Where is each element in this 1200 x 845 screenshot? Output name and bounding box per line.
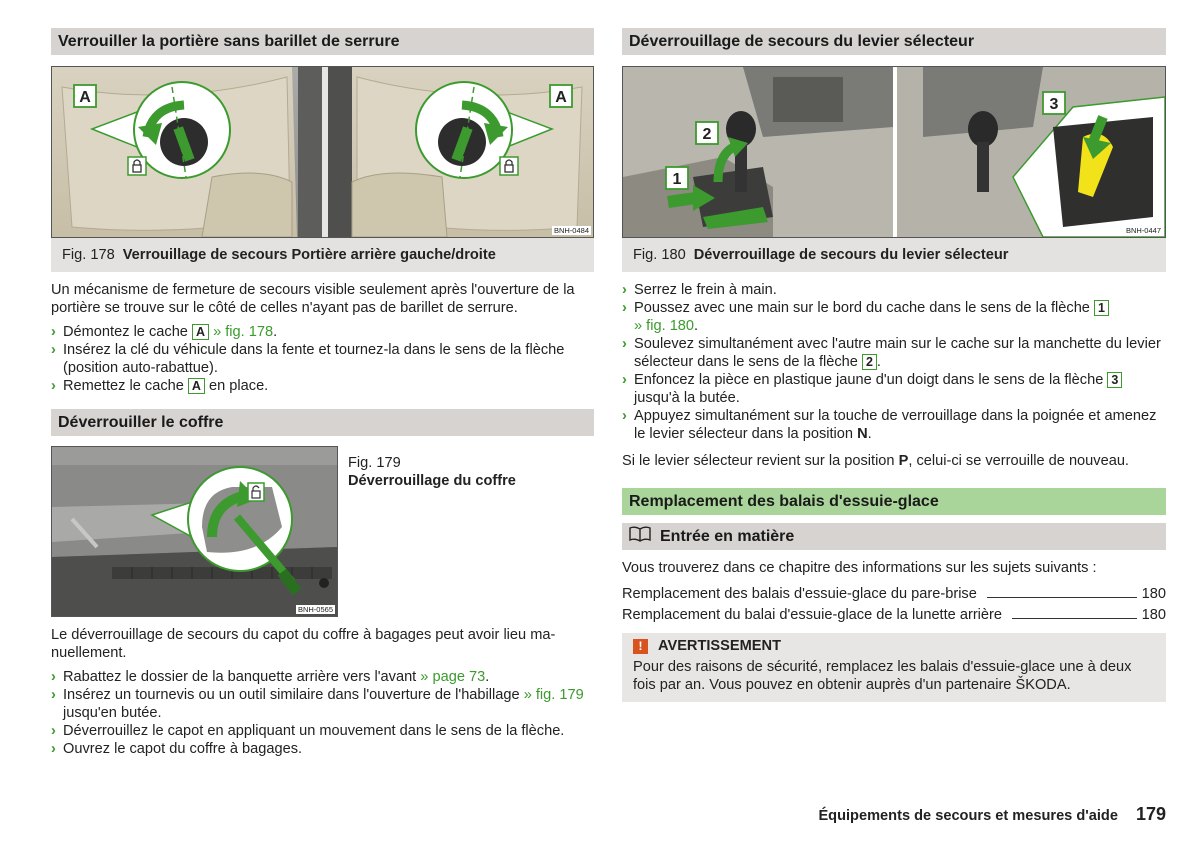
warning-text: Pour des raisons de sécurité, remplacez les balais d'essuie-glace une à deux fois par an. Vous pouvez en obtenir auprès d'un partenaire ŠKODA. [633,659,1132,693]
intro-paragraph-trunk: Le déverrouillage de secours du capot du coffre à bagages peut avoir lieu ma-nuellement. [51,627,556,661]
list-item: › Enfoncez la pièce en plastique jaune d'un doigt dans le sens de la flèche 3 jusqu'à la butée. [622,371,1166,407]
figure-label-a-left: A [79,89,91,106]
list-item: › Insérez la clé du véhicule dans la fente et tournez-la dans le sens de la flèche (position auto-rabattue). [51,342,565,376]
list-item: › Démontez le cache A » fig. 178. [51,324,278,340]
figure-link[interactable]: » fig. 178 [213,324,274,340]
figure-label-1: 1 [672,171,682,188]
list-item: › Remettez le cache A en place. [51,378,269,394]
page-link[interactable]: » page 73 [420,669,486,685]
door-lock-illustration [52,67,593,237]
toc-row[interactable]: Remplacement des balais d'essuie-glace du pare-brise 180 [622,586,1166,602]
list-item: › Appuyez simultanément sur la touche de verrouillage dans la poignée et amenez le levier sélecteur dans la position N. [622,408,1157,442]
figure-code: BNH-0447 [1125,226,1161,235]
list-item: › Ouvrez le capot du coffre à bagages. [51,741,303,757]
ref-box-a: A [192,324,209,340]
list-item: › Insérez un tournevis ou un outil similaire dans l'ouverture de l'habillage » fig. 179 jusqu'en butée. [51,687,584,721]
list-item: › Déverrouillez le capot en appliquant un mouvement dans le sens de la flèche. [51,723,565,739]
intro-paragraph-door: Un mécanisme de fermeture de secours visible seulement après l'ouverture de la portière se trouve sur le côté de celles n'ayant pas de barillet de serrure. [51,282,575,316]
figure-179-caption [338,446,516,617]
book-icon [629,526,651,547]
ref-box-2: 2 [862,354,877,370]
figure-number: Fig. 178 [62,247,115,263]
list-item: › Soulevez simultanément avec l'autre main sur le cache sur la manchette du levier sélecteur dans le sens de la flèche 2 . [622,336,1161,370]
list-item: › Poussez avec une main sur le bord du cache dans le sens de la flèche 1 » fig. 180. [622,299,1166,335]
subsection-heading-intro: Entrée en matière [622,523,1166,550]
list-item: › Rabattez le dossier de la banquette arrière vers l'avant » page 73. [51,669,490,685]
wipers-intro: Vous trouverez dans ce chapitre des informations sur les sujets suivants : [622,560,1097,576]
section-heading-trunk: Déverrouiller le coffre [51,409,594,436]
section-heading-selector: Déverrouillage de secours du levier sélecteur [622,28,1166,55]
figure-label-3: 3 [1049,96,1059,113]
ref-box-3: 3 [1107,372,1122,388]
figure-code: BNH-0565 [297,605,333,614]
figure-link[interactable]: » fig. 180 [634,318,695,334]
figure-link[interactable]: » fig. 179 [523,687,584,703]
figure-code: BNH-0484 [553,226,589,235]
steps-list-selector [622,281,1166,443]
ref-box-1: 1 [1094,300,1109,316]
footer-chapter-title: Équipements de secours et mesures d'aide [818,808,1118,824]
steps-list-door [51,323,594,395]
figure-label-2: 2 [702,126,712,143]
figure-number: Fig. 179 [348,455,401,471]
figure-178-caption [51,238,594,272]
toc-row[interactable]: Remplacement du balai d'essuie-glace de la lunette arrière 180 [622,607,1166,623]
figure-title: Verrouillage de secours Portière arrière gauche/droite [122,247,496,263]
left-column [51,28,594,758]
page-number: 179 [1135,804,1166,824]
figure-179-image [51,446,338,617]
selector-lever-illustration [623,67,1165,237]
steps-list-trunk [51,668,594,758]
warning-box [622,633,1166,702]
page-footer [818,805,1166,825]
warning-title: AVERTISSEMENT [658,638,781,654]
ref-box-a: A [188,378,205,394]
trunk-unlock-illustration [52,447,337,616]
right-column [622,28,1166,702]
section-heading-door: Verrouiller la portière sans barillet de serrure [51,28,594,55]
figure-178-image [51,66,594,238]
figure-180-caption [622,238,1166,272]
figure-180-image [622,66,1166,238]
section-heading-wipers: Remplacement des balais d'essuie-glace [622,488,1166,515]
list-item: › Serrez le frein à main. [622,282,777,298]
figure-label-a-right: A [555,89,567,106]
figure-title: Déverrouillage de secours du levier sélecteur [693,247,1009,263]
figure-title: Déverrouillage du coffre [348,473,516,489]
warning-icon: ! [633,639,648,654]
toc-list [622,585,1166,624]
selector-note: Si le levier sélecteur revient sur la position P, celui-ci se verrouille de nouveau. [622,453,1129,469]
figure-number: Fig. 180 [633,247,686,263]
